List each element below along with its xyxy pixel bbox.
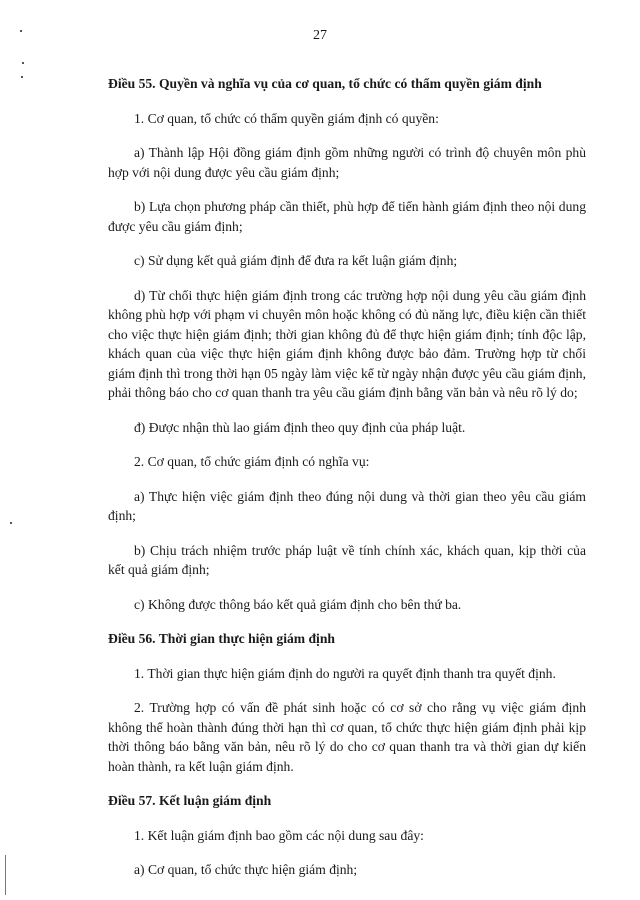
- scan-edge-line: [5, 855, 6, 895]
- article-55-clause-2a: a) Thực hiện việc giám định theo đúng nội dung và thời gian theo yêu cầu giám định;: [108, 488, 586, 523]
- article-57-clause-1a: a) Cơ quan, tổ chức thực hiện giám định;: [134, 862, 358, 877]
- article-55-clause-2b: b) Chịu trách nhiệm trước pháp luật về tính chính xác, khách quan, kịp thời của kết quả giám định;: [108, 542, 586, 577]
- article-55-clause-1d: d) Từ chối thực hiện giám định trong các trường hợp nội dung yêu cầu giám định không phù hợp với phạm vi chuyên môn hoặc không có đủ năng lực, điều kiện cần thiết cho việc thực hiện giám định; thời gian không đủ để thực hiện giám định; tính độc lập, khách quan của việc thực hiện giám định không được bảo đảm. Trường hợp từ chối giám định thì trong thời hạn 05 ngày làm việc kể từ ngày nhận được yêu cầu giám định, phải thông báo cho cơ quan thanh tra yêu cầu giám định bằng văn bản và nêu rõ lý do;: [108, 287, 586, 400]
- scan-speck: [21, 76, 23, 78]
- article-57-clause-1: 1. Kết luận giám định bao gồm các nội dung sau đây:: [134, 827, 424, 843]
- article-56-clause-2: 2. Trường hợp có vấn đề phát sinh hoặc có cơ sở cho rằng vụ việc giám định không thể hoàn thành đúng thời hạn thì cơ quan, tổ chức thực hiện giám định phải kịp thời thông báo bằng văn bản, nêu rõ lý do cho cơ quan thanh tra và thời gian dự kiến hoàn thành, ra kết luận giám định.: [108, 700, 586, 774]
- article-56-heading: Điều 56. Thời gian thực hiện giám định: [108, 631, 335, 646]
- scan-speck: [20, 30, 22, 32]
- scan-speck: [10, 522, 12, 524]
- article-55-clause-2c: c) Không được thông báo kết quả giám định cho bên thứ ba.: [134, 596, 462, 612]
- page-number: 27: [313, 28, 327, 43]
- article-55-clause-2: 2. Cơ quan, tổ chức giám định có nghĩa vụ:: [134, 454, 370, 469]
- article-55-clause-1dd: đ) Được nhận thù lao giám định theo quy định của pháp luật.: [134, 419, 466, 435]
- article-55-clause-1c: c) Sử dụng kết quả giám định để đưa ra kết luận giám định;: [134, 253, 458, 268]
- article-56-clause-1: 1. Thời gian thực hiện giám định do người ra quyết định thanh tra quyết định.: [134, 665, 556, 681]
- article-57-heading: Điều 57. Kết luận giám định: [108, 793, 272, 808]
- document-body: [108, 75, 586, 895]
- scan-speck: [22, 62, 24, 64]
- article-55-clause-1: 1. Cơ quan, tổ chức có thẩm quyền giám định có quyền:: [134, 110, 439, 126]
- article-55-clause-1a: a) Thành lập Hội đồng giám định gồm những người có trình độ chuyên môn phù hợp với nội dung được yêu cầu giám định;: [108, 145, 586, 180]
- article-55-clause-1b: b) Lựa chọn phương pháp cần thiết, phù hợp để tiến hành giám định theo nội dung được yêu cầu giám định;: [108, 199, 586, 234]
- article-55-heading: Điều 55. Quyền và nghĩa vụ của cơ quan, tổ chức có thẩm quyền giám định: [108, 76, 542, 91]
